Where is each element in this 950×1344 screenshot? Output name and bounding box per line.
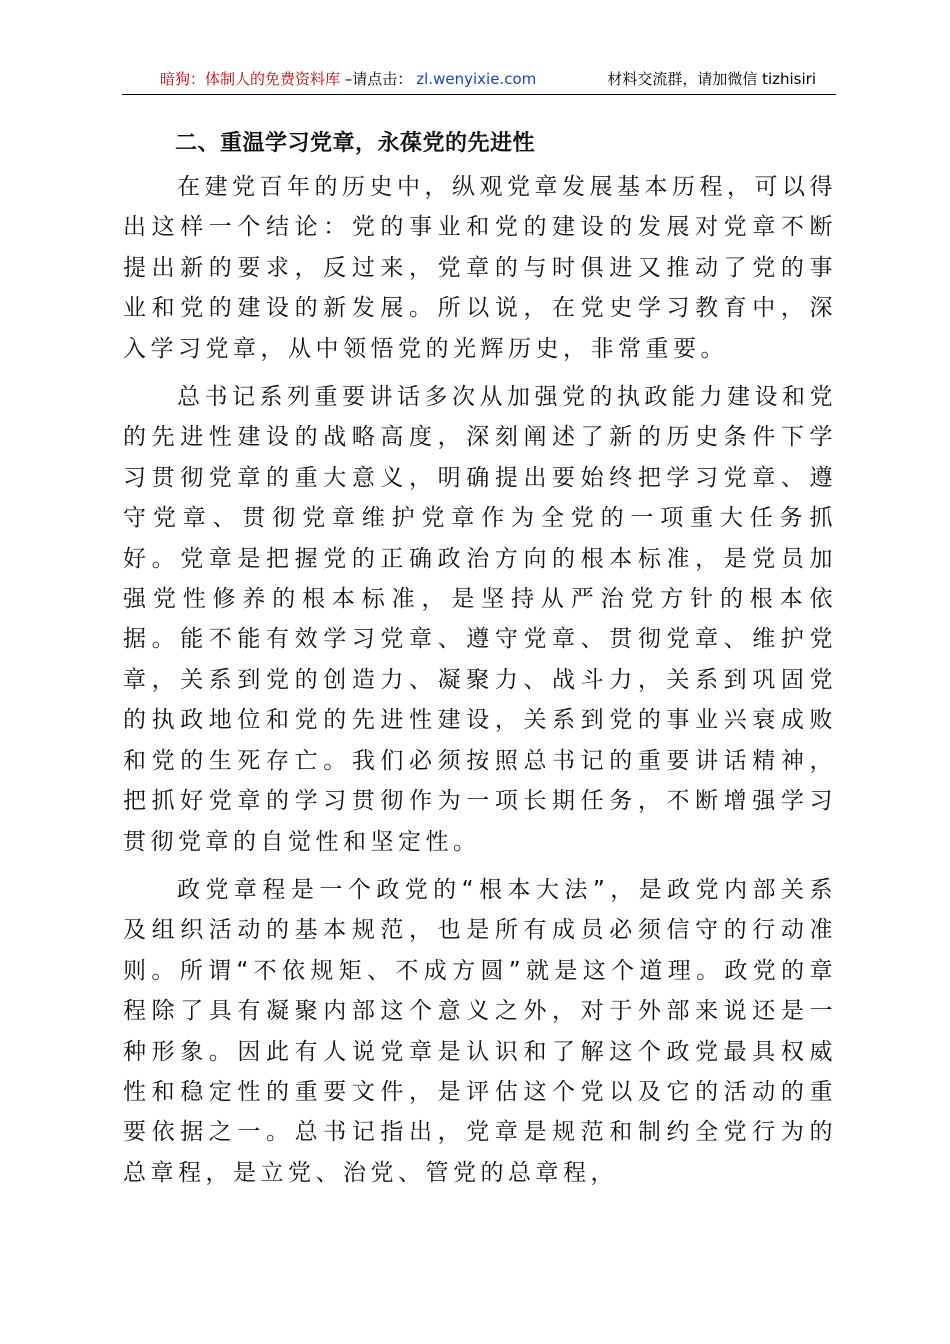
header-click-prefix: –请点击： — [340, 70, 413, 88]
paragraph-3: 政党章程是一个政党的“根本大法”，是政党内部关系及组织活动的基本规范，也是所有成员必须信守的行动准则。所谓“不依规矩、不成方圆”就是这个道理。政党的章程除了具有凝聚内部这个意义之外，对于外部来说还是一种形象。因此有人说党章是认识和了解这个政党最具权威性和稳定性的重要文件，是评估这个党以及它的活动的重要依据之一。总书记指出，党章是规范和制约全党行为的总章程，是立党、治党、管党的总章程， — [123, 876, 837, 1186]
header-left — [160, 66, 536, 92]
document-body — [123, 122, 837, 1193]
header-site-name: 暗狗：体制人的免费资料库 — [160, 70, 341, 88]
paragraph-2: 总书记系列重要讲话多次从加强党的执政能力建设和党的先进性建设的战略高度，深刻阐述了新的历史条件下学习贯彻党章的重大意义，明确提出要始终把学习党章、遵守党章、贯彻党章维护党章作为全党的一项重大任务抓好。党章是把握党的正确政治方向的根本标准，是党员加强党性修养的根本标准，是坚持从严治党方针的根本依据。能不能有效学习党章、遵守党章、贯彻党章、维护党章，关系到党的创造力、凝聚力、战斗力，关系到巩固党的执政地位和党的先进性建设，关系到党的事业兴衰成败和党的生死存亡。我们必须按照总书记的重要讲话精神，把抓好党章的学习贯彻作为一项长期任务，不断增强学习贯彻党章的自觉性和坚定性。 — [123, 384, 837, 855]
section-heading: 二、重温学习党章，永葆党的先进性 — [175, 131, 536, 156]
header-wechat-note: 材料交流群，请加微信 tizhisiri — [607, 70, 816, 88]
header-link[interactable]: zl.wenyixie.com — [416, 70, 537, 88]
page-header — [122, 66, 836, 95]
paragraph-1: 在建党百年的历史中，纵观党章发展基本历程，可以得出这样一个结论：党的事业和党的建设的发展对党章不断提出新的要求，反过来，党章的与时俱进又推动了党的事业和党的建设的新发展。所以说，在党史学习教育中，深入学习党章，从中领悟党的光辉历史，非常重要。 — [123, 174, 837, 362]
